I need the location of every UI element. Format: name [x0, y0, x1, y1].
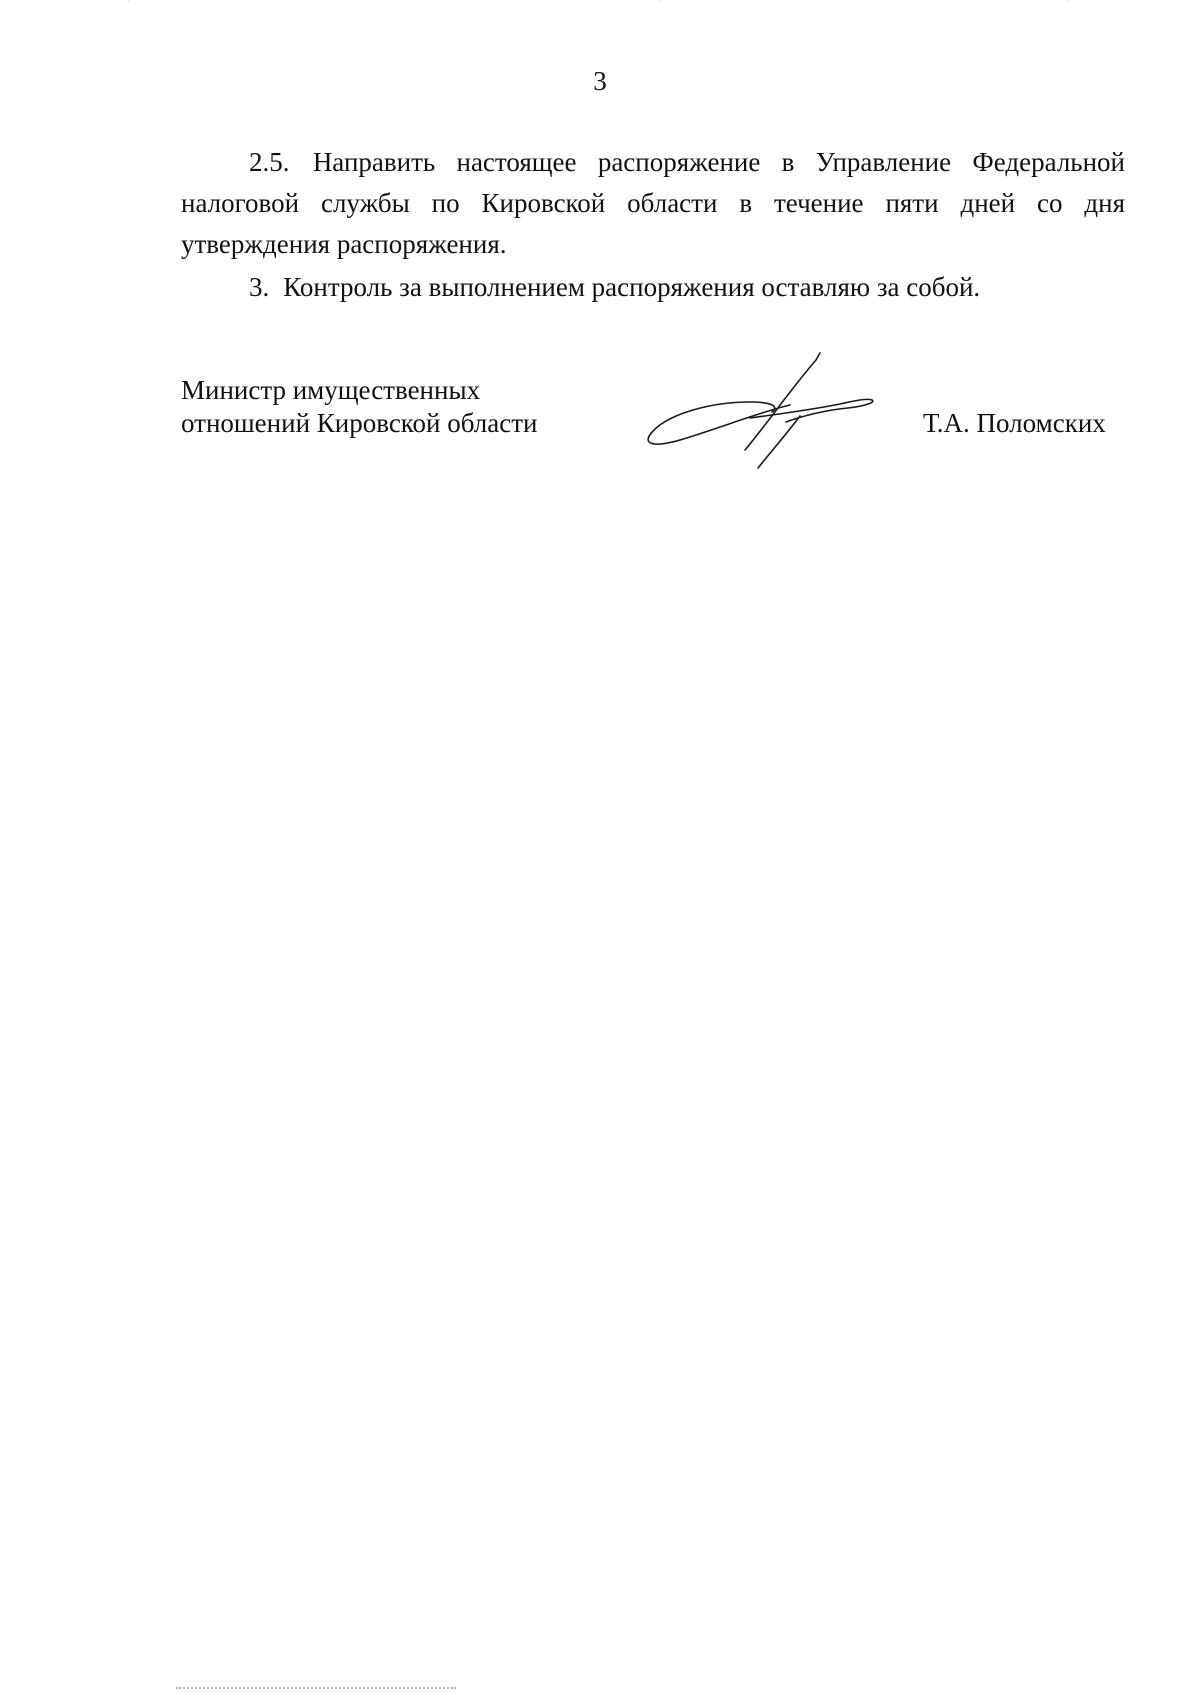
handwritten-signature: [640, 340, 900, 470]
signer-position-line-1: Министр имущественных: [181, 375, 481, 405]
scan-bottom-mark: [176, 1687, 456, 1693]
signer-position: [181, 374, 538, 440]
paragraph-number: 2.5.: [249, 147, 290, 177]
paragraph-text: Контроль за выполнением распоряжения оставляю за собой.: [283, 272, 981, 302]
page-number: 3: [593, 66, 607, 96]
signer-name: Т.А. Поломских: [923, 408, 1106, 438]
paragraph-2-5: [181, 142, 1125, 265]
paragraph-number: 3.: [249, 272, 270, 302]
paragraph-text: Направить настоящее распоряжение в Управление Федеральной налоговой службы по Кировской области в течение пяти дней со дня утверждения распоряжения.: [181, 147, 1126, 259]
scan-edge-marks: [0, 0, 1200, 2]
paragraph-3: [181, 267, 1125, 308]
signer-position-line-2: отношений Кировской области: [181, 408, 538, 438]
